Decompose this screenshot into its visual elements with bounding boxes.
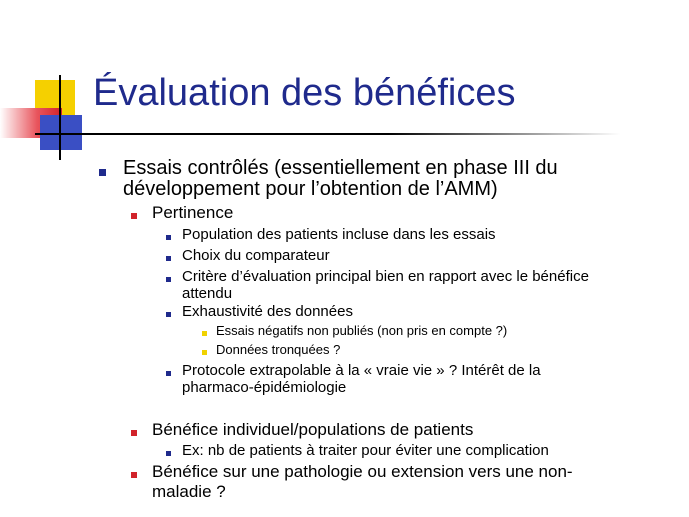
- list-item-benefice-pathologie-cont: maladie ?: [152, 482, 226, 501]
- bullet-icon: [131, 430, 137, 436]
- list-item-protocole-cont: pharmaco-épidémiologie: [182, 379, 347, 396]
- list-item-essais: Essais contrôlés (essentiellement en phase III du: [123, 157, 558, 179]
- slide-title: Évaluation des bénéfices: [93, 72, 516, 114]
- list-item-benefice-individuel: Bénéfice individuel/populations de patients: [152, 420, 474, 439]
- list-item-donnees-tronquees: Données tronquées ?: [216, 342, 341, 357]
- list-item-pertinence: Pertinence: [152, 203, 234, 222]
- bullet-icon: [166, 451, 171, 456]
- list-item-benefice-pathologie: Bénéfice sur une pathologie ou extension vers une non-: [152, 462, 573, 481]
- list-item-essais-negatifs: Essais négatifs non publiés (non pris en compte ?): [216, 323, 508, 338]
- list-item-exhaustivite: Exhaustivité des données: [182, 303, 353, 320]
- bullet-icon: [166, 371, 171, 376]
- title-underline: [40, 133, 620, 135]
- bullet-icon: [131, 213, 137, 219]
- list-item-comparateur: Choix du comparateur: [182, 247, 330, 264]
- bullet-icon: [166, 312, 171, 317]
- list-item-ex: Ex: nb de patients à traiter pour éviter une complication: [182, 442, 549, 459]
- list-item-essais-cont: développement pour l’obtention de l’AMM): [123, 178, 498, 200]
- bullet-icon: [166, 256, 171, 261]
- list-item-population: Population des patients incluse dans les essais: [182, 226, 496, 243]
- list-item-protocole: Protocole extrapolable à la « vraie vie » ? Intérêt de la: [182, 362, 541, 379]
- bullet-icon: [202, 350, 207, 355]
- bullet-icon: [202, 331, 207, 336]
- bullet-icon: [166, 277, 171, 282]
- list-item-critere: Critère d’évaluation principal bien en rapport avec le bénéfice: [182, 268, 589, 285]
- list-item-critere-cont: attendu: [182, 285, 233, 302]
- bullet-icon: [131, 472, 137, 478]
- bullet-icon: [166, 235, 171, 240]
- bullet-icon: [99, 169, 106, 176]
